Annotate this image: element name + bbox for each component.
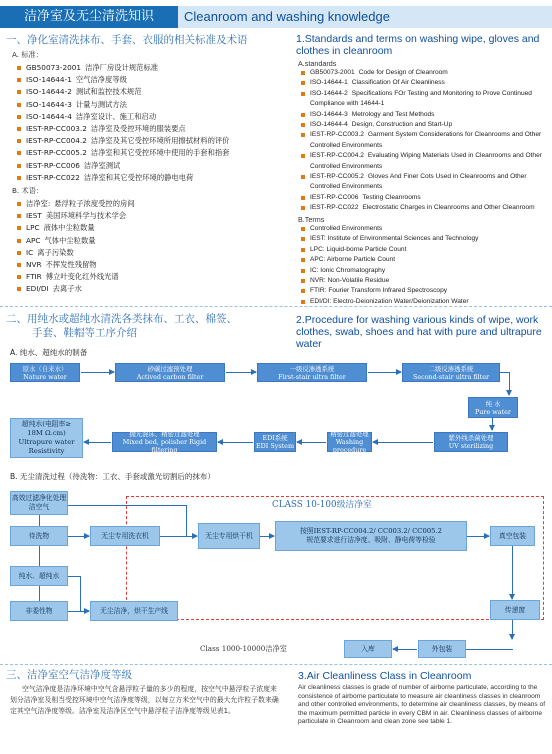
item-desc: Electrostatic Charges in Cleanrooms and Other Cleanroom (362, 204, 535, 212)
item-code: IEST-RP-CC004.2 (26, 136, 87, 146)
list-item (16, 86, 286, 98)
flow-uv-en: UV sterilizing (448, 442, 494, 450)
class-1000-10000-label: Class 1000-10000洁净室 (200, 644, 287, 653)
item-code: FTIR (26, 272, 42, 282)
flow-pure-water-en: Pure water (475, 407, 511, 416)
flow-carbon-filter (115, 363, 225, 382)
cn-terms-list (16, 198, 286, 296)
item-code: ISO-14644-4 (26, 111, 72, 121)
item-desc: 洁净室设计、施工和启动 (75, 111, 157, 121)
flowb-inspection (275, 521, 467, 551)
flow-second-stair-en: Second-stair ultra filter (412, 372, 490, 381)
arrow (260, 536, 274, 537)
flow-pure-water (468, 397, 518, 418)
flowb-storage: 入库 (344, 640, 392, 658)
item-code: IEST-RP-CC004.2 (310, 152, 364, 160)
flow-first-stair (257, 363, 367, 382)
item-desc: Testing Cleanrooms (362, 193, 421, 201)
flow-second-stair (402, 363, 500, 382)
flow-uv-cn: 紫外线杀菌处理 (448, 434, 494, 442)
flow-precision-filter-cn: 精密过滤处理 (330, 430, 369, 438)
list-item (16, 74, 286, 86)
flow-uv (434, 432, 508, 452)
item-desc: 液体中尘粒数量 (43, 223, 95, 233)
item-desc: Garment System Considerations for Cleanrooms and Other Controlled Environments (310, 131, 542, 149)
list-item (300, 110, 548, 120)
flow-carbon-filter-en: Actived carbon filter (136, 372, 204, 381)
item-code: GB50073-2001 (310, 69, 355, 76)
item-desc: 洁净室及其它受控环境所用擦拭材料的评价 (90, 136, 230, 146)
section2-title-cn-2: 手套、鞋帽等工序介绍 (32, 327, 137, 339)
item-code: ISO-14644-3 (310, 110, 348, 118)
arrow (218, 442, 253, 443)
flow-nature-water-cn: 原水（自来水） (22, 364, 68, 373)
list-item (16, 235, 286, 247)
flow-mixed-bed-en: Mixed bed, polisher Rigid filtering (122, 438, 207, 454)
arrow (368, 372, 401, 373)
list-item (16, 62, 286, 74)
header-title-en: Cleanroom and washing knowledge (178, 6, 552, 28)
item-desc: 美国环境科学与技术学会 (45, 211, 127, 221)
item-code: GB50073-2001 (26, 63, 82, 72)
flow-carbon-filter-cn: 砂碳过滤预处理 (147, 364, 193, 373)
list-item (16, 99, 286, 111)
list-item (16, 210, 286, 222)
item-code: IEST-RP-CC006 (26, 160, 80, 170)
list-item (300, 120, 548, 130)
item-desc: Evaluating Wiping Materials Used in Cleanrooms and Other Controlled Environments (310, 152, 542, 170)
section3-title-en: 3.Air Cleanliness Class in Cleanroom (298, 670, 472, 682)
flow-ultrapure-l2: 18M Ω.cm) (27, 429, 66, 437)
flow-second-stair-cn: 二级反渗透系统 (428, 364, 474, 373)
arrow (512, 620, 513, 639)
list-item (300, 193, 548, 203)
flow-ultrapure-l3: Ultrapure water (18, 438, 75, 446)
cn-terms-heading: B. 术语： (12, 186, 44, 195)
list-item (300, 172, 548, 193)
item-code: IEST-RP-CC022 (26, 172, 80, 182)
connector (39, 546, 40, 566)
connector (186, 505, 187, 536)
part-b-label: B. 无尘清洗过程（待洗物：工衣、手套或激光切割后的抹布） (10, 472, 215, 481)
arrow (68, 536, 89, 537)
flow-ultrapure-water (10, 418, 83, 458)
item-code: IEST-RP-CC005.2 (26, 148, 87, 158)
item-desc: Specifications FOr Testing and Monitoring to Prove Continued Compliance with 14644-1 (310, 89, 532, 108)
list-item (16, 222, 286, 234)
flowb-outer-package: 外包装 (418, 640, 466, 658)
list-item (16, 247, 286, 259)
item-desc: Gloves And Finer Cots Used in Cleanrooms and Other Controlled Environments (310, 173, 527, 191)
en-standards-heading: A.standards (298, 59, 337, 68)
item-desc: 傅立叶变化红外线光谱 (45, 272, 119, 282)
list-item (300, 89, 548, 110)
list-item: Controlled Environments (300, 224, 548, 234)
item-code: IEST-RP-CC003.2 (310, 131, 364, 139)
item-desc: 洁净室和其它受控环境中使用的手套和指套 (90, 148, 230, 158)
list-item: IC: Ionic Chromatography (300, 266, 548, 276)
connector (68, 505, 186, 506)
connector (80, 576, 81, 611)
cn-standards-list (16, 62, 286, 184)
en-terms-heading: B.Terms (298, 215, 325, 224)
item-code: IEST (26, 211, 42, 221)
flow-edi-en: EDI System (255, 442, 295, 450)
list-item: FTIR: Fourier Transform Infrared Spectroscopy (300, 286, 548, 296)
section1-title-en: 1.Standards and terms on washing wipe, gloves and clothes in cleanroom (296, 33, 540, 57)
item-code: ISO-14644-1 (26, 75, 72, 85)
arrow (509, 372, 510, 395)
item-code: 洁净室: (26, 199, 51, 208)
flow-mixed-bed (112, 432, 217, 452)
list-item: IEST: Institute of Environmental Sciences and Technology (300, 234, 548, 244)
list-item: LPC: Liquid-borne Particle Count (300, 245, 548, 255)
section1-title-cn: 一、净化室清洗抹布、手套、衣服的相关标准及术语 (6, 34, 248, 46)
flowb-clean-air: 高效过滤净化处理洁空气 (10, 491, 68, 515)
arrow (393, 649, 417, 650)
header-title-cn: 洁净室及无尘清洗知识 (0, 6, 178, 28)
arrow (467, 536, 489, 537)
arrow (68, 611, 89, 612)
connector (466, 649, 513, 650)
arrow (160, 536, 197, 537)
flowb-vacuum: 真空包装 (490, 526, 535, 546)
flow-edi-cn: EDI系统 (262, 434, 288, 442)
connector (39, 586, 40, 601)
list-item (16, 160, 286, 172)
list-item (16, 123, 286, 135)
item-code: IEST-RP-CC006 (310, 193, 359, 201)
flow-pure-water-cn: 纯 水 (485, 399, 501, 408)
list-item (16, 198, 286, 210)
section3-paragraph-en: Air cleanliness classes is grade of number of airborne particulate, according to the consistence of airborne particulate to measure air cleanliness classes in cleanroom and other controlled environments, to determine air cleanliness classes, by means of the maximum permitted particle in every CBM in air. Cleanliness classes of airborne particulate in Cleanroom and clean zone see table 1. (298, 684, 546, 726)
arrow (492, 418, 493, 430)
item-code: IEST-RP-CC003.2 (26, 124, 87, 134)
item-desc: 洁净室测试 (83, 160, 121, 170)
flow-nature-water-en: Nature water (23, 372, 67, 381)
list-item (300, 78, 548, 88)
flow-mixed-bed-cn: 抛光混床、精密过滤处理 (129, 430, 200, 438)
page-header (0, 6, 552, 28)
arrow (373, 442, 433, 443)
flowb-dry-line: 无尘洁净，烘干生产线 (90, 601, 178, 621)
list-item (16, 147, 286, 159)
flow-edi (254, 432, 296, 452)
item-desc: Classification Of Air Cleanliness (351, 79, 445, 87)
item-code: NVR (26, 260, 42, 270)
cn-standards-heading: A. 标准： (12, 50, 43, 59)
list-item (300, 68, 548, 78)
item-desc: 离子污染数 (37, 247, 74, 257)
section2-title-en: 2.Procedure for washing various kinds of wipe, work clothes, swab, shoes and hat with pure and ultrapure water (296, 314, 542, 350)
list-item: EDI/DI: Electro-Deionization Water/Deionization Water (300, 297, 548, 307)
divider (0, 306, 552, 307)
cleanroom-class-boundary (126, 496, 544, 620)
class-10-100-label: CLASS 10-100级洁净室 (272, 500, 372, 510)
arrow (84, 442, 111, 443)
divider (0, 664, 552, 665)
item-code: ISO-14644-2 (310, 89, 348, 97)
item-code: ISO-14644-3 (26, 99, 72, 109)
item-code: LPC (26, 223, 40, 233)
list-item (300, 151, 548, 172)
arrow (226, 372, 256, 373)
item-code: APC (26, 235, 41, 245)
item-desc: Design, Construction and Start-Up (351, 121, 453, 129)
flowb-non-object: 非委性物 (10, 601, 68, 621)
flow-nature-water (10, 363, 80, 382)
item-desc: 悬浮粒子浓度受控的房间 (54, 199, 135, 208)
flow-precision-filter (327, 432, 372, 452)
section3-title-cn: 三、洁净室空气洁净度等级 (6, 669, 132, 681)
item-desc: 洁净室和其它受控环境的静电电荷 (83, 172, 194, 182)
item-desc: Metrology and Test Methods (351, 110, 435, 118)
item-desc: 去离子水 (52, 284, 82, 294)
item-desc: 洁净室及受控环境的服装要点 (90, 124, 186, 134)
connector (68, 576, 80, 577)
list-item (16, 111, 286, 123)
flow-precision-filter-en: Washing procedure (332, 438, 367, 454)
flowb-pure-water: 纯水、超纯水 (10, 566, 68, 586)
flowb-inspection-l1: 按照IEST-RP-CC004.2/ CC003.2/ CC005.2 (300, 527, 442, 535)
list-item: NVR: Non-Volatile Residue (300, 276, 548, 286)
list-item (16, 259, 286, 271)
item-desc: 不挥发性残留物 (45, 260, 97, 270)
item-desc: Code for Design of Cleanroom (358, 69, 448, 76)
connector (39, 515, 40, 526)
arrow (297, 442, 326, 443)
list-item (16, 172, 286, 184)
item-code: IEST-RP-CC005.2 (310, 173, 364, 181)
item-desc: 空气洁净度等级 (75, 75, 127, 85)
flowb-window: 传递窗 (490, 600, 540, 620)
item-code: IC (26, 247, 34, 257)
arrow (512, 546, 513, 599)
flowb-washer: 无尘专用洗衣机 (90, 526, 160, 546)
flow-ultrapure-l4: Resistivity (28, 447, 65, 455)
item-code: ISO-14644-2 (26, 87, 72, 97)
part-a-label: A. 纯水、超纯水的制备 (10, 348, 88, 357)
section2-title-cn-1: 二、用纯水或超纯水清洗各类抹布、工衣、棉签、 (6, 313, 237, 325)
item-desc: 计量与测试方法 (75, 99, 127, 109)
item-desc: 测试和监控技术规范 (75, 87, 142, 97)
list-item: APC: Airborne Particle Count (300, 255, 548, 265)
item-code: ISO-14644-1 (310, 79, 348, 87)
list-item (16, 271, 286, 283)
list-item (16, 283, 286, 295)
list-item (300, 130, 548, 151)
flowb-wash-object: 待洗物 (10, 526, 68, 546)
flow-first-stair-en: First-stair ultra filter (278, 372, 346, 381)
item-code: IEST-RP-CC022 (310, 204, 359, 212)
item-desc: 气体中尘粒数量 (44, 235, 96, 245)
flowb-inspection-l2: 规范要求进行洁净度、吸附、静电荷等检验 (306, 536, 436, 544)
en-terms-list (300, 224, 548, 307)
flow-ultrapure-l1: 超纯水(电阻率≥ (21, 420, 72, 428)
arrow (81, 372, 114, 373)
item-desc: 洁净厂房设计规范标准 (85, 63, 159, 72)
item-code: EDI/DI (26, 284, 49, 294)
list-item (16, 135, 286, 147)
item-code: ISO-14644-4 (310, 121, 348, 129)
list-item (300, 203, 548, 213)
section3-paragraph-cn: 空气洁净度是洁净环境中空气含悬浮粒子量的多少的程度，按空气中悬浮粒子浓度来划分洁净室及相当受控环境中空气洁净度等级，以每立方米空气中的最大允许粒子数来确定其空气洁净度等级。洁净室及洁净区空气中悬浮粒子洁净度等级见表1。 (10, 685, 279, 715)
flow-first-stair-cn: 一级反渗透系统 (289, 364, 335, 373)
en-standards-list (300, 68, 548, 214)
flowb-dryer: 无尘专用烘干机 (198, 523, 260, 549)
